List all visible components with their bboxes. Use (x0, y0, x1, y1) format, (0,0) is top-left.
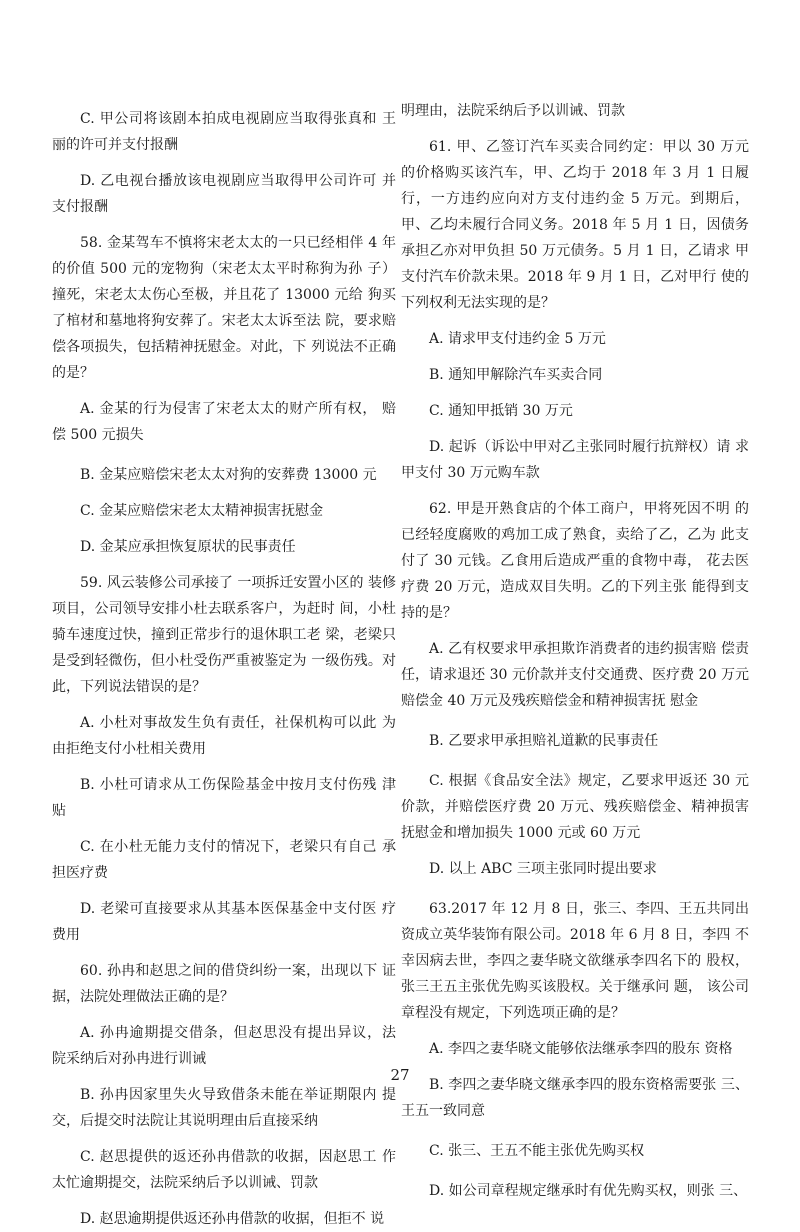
page-number: 27 (390, 1066, 410, 1084)
option-d-q61: D. 起诉（诉讼中甲对乙主张同时履行抗辩权）请 求甲支付 30 万元购车款 (401, 439, 749, 481)
option-d-q57: D. 乙电视台播放该电视剧应当取得甲公司许可 并支付报酬 (52, 173, 396, 215)
option-c-q60: C. 赵思提供的返还孙冉借款的收据，因赵思工 作太忙逾期提交，法院采纳后予以训诫、罚款 (52, 1149, 396, 1191)
option-d-q63: D. 如公司章程规定继承时有优先购买权，则张 三、 (429, 1183, 748, 1199)
question-62: 62. 甲是开熟食店的个体工商户，甲将死因不明 的已经轻度腐败的鸡加工成了熟食，卖给了乙，乙为 此支付了 30 元钱。乙食用后造成严重的食物中毒， 花去医疗费 20 万元，造成双目失明。乙的下列主张 能得到支持的是？ (401, 501, 749, 621)
option-a-q61: A. 请求甲支付违约金 5 万元 (429, 331, 606, 347)
option-b-q61: B. 通知甲解除汽车买卖合同 (429, 367, 603, 383)
option-d-q60-continued: 明理由，法院采纳后予以训诫、罚款 (401, 103, 625, 119)
option-a-q63: A. 李四之妻华晓文能够依法继承李四的股东 资格 (429, 1041, 733, 1057)
option-a-q62: A. 乙有权要求甲承担欺诈消费者的违约损害赔 偿责任，请求退还 30 元价款并支付交通费、医疗费 20 万元赔偿金 40 万元及残疾赔偿金和精神损害抚 慰金 (401, 641, 749, 709)
option-b-q63: B. 李四之妻华晓文继承李四的股东资格需要张 三、王五一致同意 (401, 1077, 749, 1119)
option-c-q61: C. 通知甲抵销 30 万元 (429, 403, 573, 419)
option-b-q60: B. 孙冉因家里失火导致借条未能在举证期限内 提交，后提交时法院让其说明理由后直接采纳 (52, 1087, 396, 1129)
option-a-q60: A. 孙冉逾期提交借条，但赵思没有提出异议，法 院采纳后对孙冉进行训诫 (52, 1025, 396, 1067)
option-d-q60: D. 赵思逾期提供返还孙冉借款的收据，但拒不 说 (80, 1211, 385, 1227)
option-c-q58: C. 金某应赔偿宋老太太精神损害抚慰金 (80, 503, 324, 519)
option-c-q62: C. 根据《食品安全法》规定，乙要求甲返还 30 元 价款，并赔偿医疗费 20 万元、残疾赔偿金、精神损害 抚慰金和增加损失 1000 元或 60 万元 (401, 773, 749, 841)
option-a-q58: A. 金某的行为侵害了宋老太太的财产所有权， 赔偿 500 元损失 (52, 401, 396, 443)
option-d-q62: D. 以上 ABC 三项主张同时提出要求 (429, 861, 657, 877)
option-b-q62: B. 乙要求甲承担赔礼道歉的民事责任 (429, 733, 659, 749)
question-63: 63.2017 年 12 月 8 日，张三、李四、王五共同出 资成立英华装饰有限公司。2018 年 6 月 8 日，李四 不幸因病去世，李四之妻华晓文欲继承李四名下的 股权，张三王五主张优先购买该股权。关于继承问 题， 该公司章程没有规定，下列选项正确的是？ (401, 901, 749, 1021)
question-59: 59. 风云装修公司承接了 一项拆迁安置小区的 装修项目，公司领导安排小杜去联系客户，为赶时 间，小杜骑车速度过快，撞到正常步行的退休职工老 梁，老梁只是受到轻微伤，但小杜受伤严重被鉴定为 一级伤残。对此，下列说法错误的是？ (52, 575, 396, 695)
option-c-q57: C. 甲公司将该剧本拍成电视剧应当取得张真和 王丽的许可并支付报酬 (52, 111, 396, 153)
question-60: 60. 孙冉和赵思之间的借贷纠纷一案，出现以下 证据，法院处理做法正确的是？ (52, 963, 396, 1005)
option-d-q59: D. 老梁可直接要求从其基本医保基金中支付医 疗费用 (52, 901, 396, 943)
question-61: 61. 甲、乙签订汽车买卖合同约定：甲以 30 万元 的价格购买该汽车，甲、乙均于 2018 年 3 月 1 日履 行，一方违约应向对方支付违约金 5 万元。到期后， 甲、乙均未履行合同义务。2018 年 5 月 1 日，因债务 承担乙亦对甲负担 50 万元债务。5 月 1 日，乙请求 甲支付汽车价款未果。2018 年 9 月 1 日，乙对甲行 使的下列权利无法实现的是？ (401, 139, 749, 311)
option-c-q59: C. 在小杜无能力支付的情况下，老梁只有自己 承担医疗费 (52, 839, 396, 881)
question-58: 58. 金某驾车不慎将宋老太太的一只已经相伴 4 年的价值 500 元的宠物狗（宋老太太平时称狗为孙 子）撞死，宋老太太伤心至极，并且花了 13000 元给 狗买了棺材和墓地将狗安葬了。宋老太太诉至法 院，要求赔偿各项损失，包括精神抚慰金。对此，下 列说法不正确的是？ (52, 235, 396, 381)
option-d-q58: D. 金某应承担恢复原状的民事责任 (80, 539, 296, 555)
option-b-q58: B. 金某应赔偿宋老太太对狗的安葬费 13000 元 (80, 467, 377, 483)
left-column (52, 106, 396, 1232)
right-column (401, 98, 749, 1204)
option-a-q59: A. 小杜对事故发生负有责任，社保机构可以此 为由拒绝支付小杜相关费用 (52, 715, 396, 757)
option-b-q59: B. 小杜可请求从工伤保险基金中按月支付伤残 津贴 (52, 777, 396, 819)
option-c-q63: C. 张三、王五不能主张优先购买权 (429, 1143, 645, 1159)
